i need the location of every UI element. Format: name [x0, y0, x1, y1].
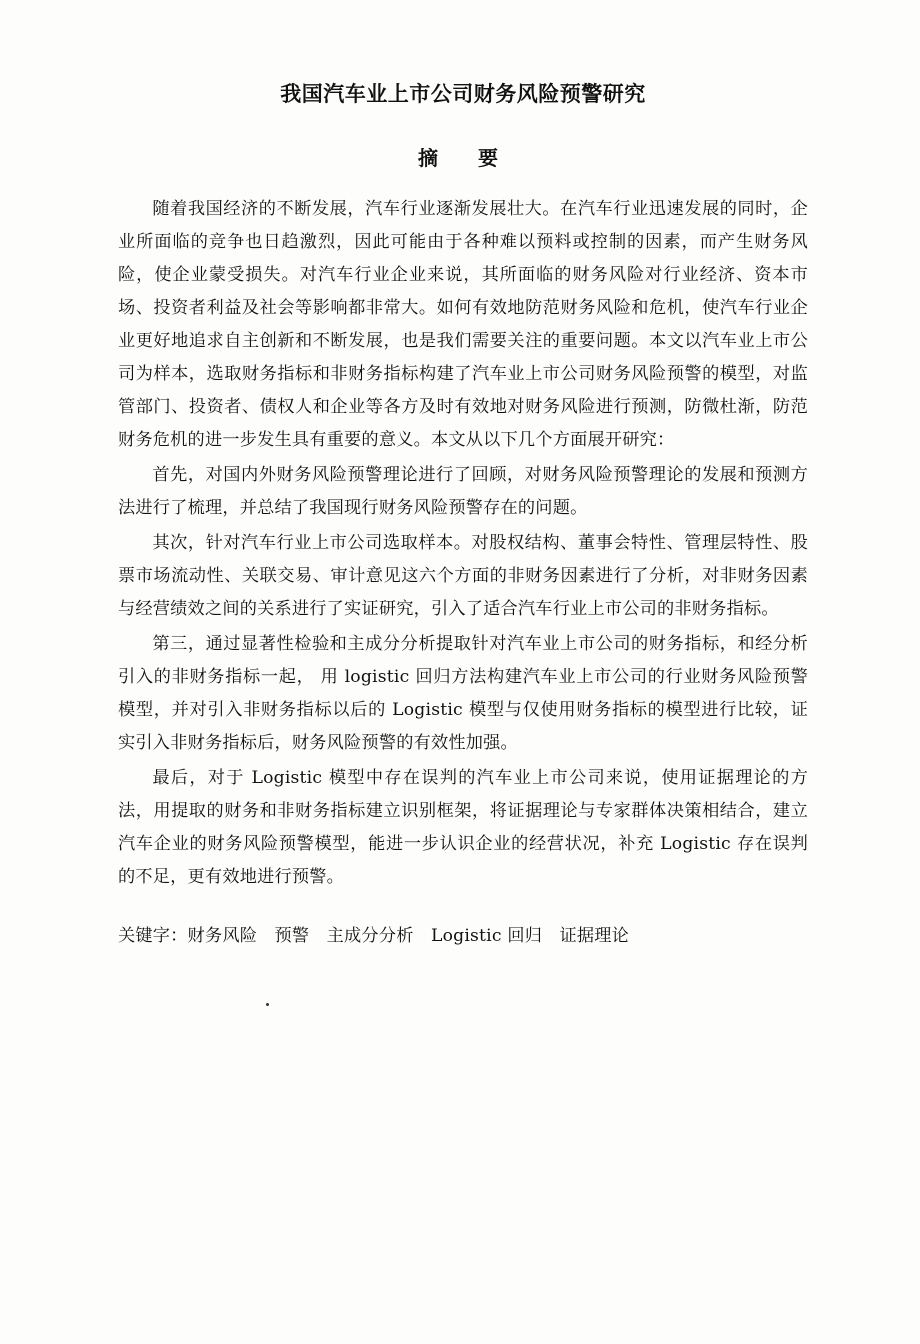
- paragraph: 随着我国经济的不断发展，汽车行业逐渐发展壮大。在汽车行业迅速发展的同时，企业所面临的竞争也日趋激烈，因此可能由于各种难以预料或控制的因素，而产生财务风险，使企业蒙受损失。对汽车行业企业来说，其所面临的财务风险对行业经济、资本市场、投资者利益及社会等影响都非常大。如何有效地防范财务风险和危机，使汽车行业企业更好地追求自主创新和不断发展，也是我们需要关注的重要问题。本文以汽车业上市公司为样本，选取财务指标和非财务指标构建了汽车业上市公司财务风险预警的模型，对监管部门、投资者、债权人和企业等各方及时有效地对财务风险进行预测，防微杜渐，防范财务危机的进一步发生具有重要的意义。本文从以下几个方面展开研究：: [118, 199, 808, 450]
- paragraph: 其次，针对汽车行业上市公司选取样本。对股权结构、董事会特性、管理层特性、股票市场流动性、关联交易、审计意见这六个方面的非财务因素进行了分析，对非财务因素与经营绩效之间的关系进行了实证研究，引入了适合汽车行业上市公司的非财务指标。: [118, 533, 808, 619]
- paragraph: 第三，通过显著性检验和主成分分析提取针对汽车业上市公司的财务指标，和经分析引入的非财务指标一起， 用 logistic 回归方法构建汽车业上市公司的行业财务风险预警模型，并对引入非财务指标以后的 Logistic 模型与仅使用财务指标的模型进行比较，证实引入非财务指标后，财务风险预警的有效性加强。: [118, 634, 808, 753]
- keywords-line: 关键字：财务风险 预警 主成分分析 Logistic 回归 证据理论: [118, 926, 630, 946]
- page-title: 我国汽车业上市公司财务风险预警研究: [280, 82, 646, 106]
- section-heading-abstract: 摘 要: [418, 146, 508, 170]
- paragraph: 最后，对于 Logistic 模型中存在误判的汽车业上市公司来说，使用证据理论的方法，用提取的财务和非财务指标建立识别框架，将证据理论与专家群体决策相结合，建立汽车企业的财务风险预警模型，能进一步认识企业的经营状况，补充 Logistic 存在误判的不足，更有效地进行预警。: [118, 768, 808, 887]
- abstract-content: [118, 78, 808, 970]
- paragraph: 首先，对国内外财务风险预警理论进行了回顾，对财务风险预警理论的发展和预测方法进行了梳理，并总结了我国现行财务风险预警存在的问题。: [118, 465, 808, 518]
- page-speck: [266, 1003, 269, 1006]
